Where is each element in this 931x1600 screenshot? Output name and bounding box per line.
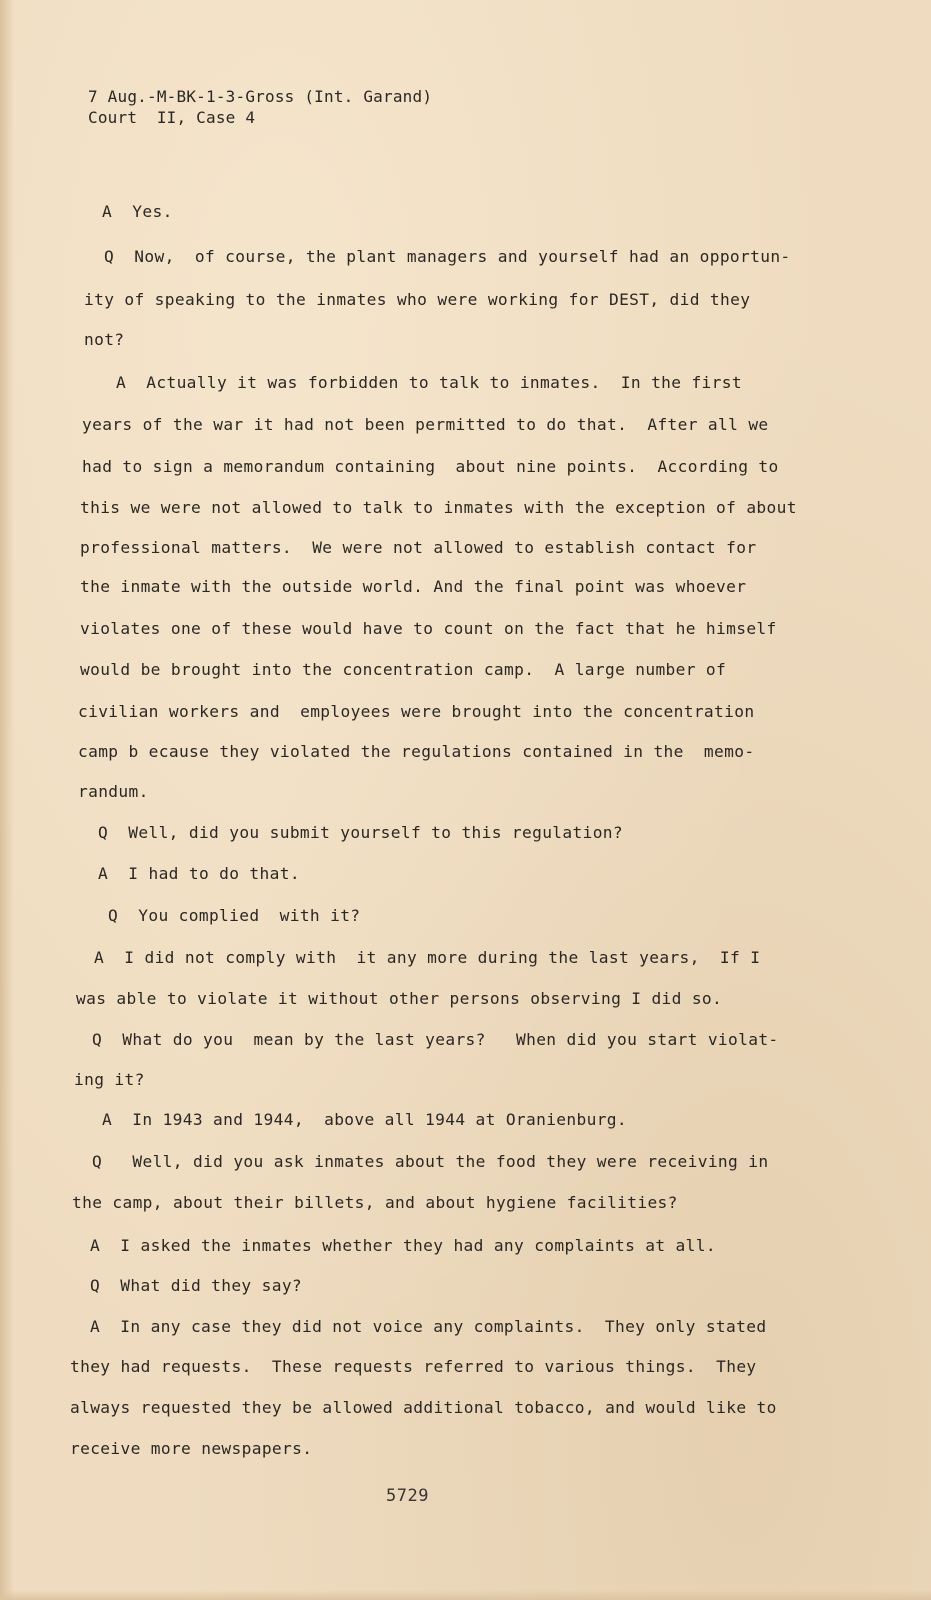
transcript-line: Q What did they say? bbox=[90, 1276, 303, 1295]
transcript-line: Q Well, did you submit yourself to this regulation? bbox=[98, 823, 623, 842]
transcript-line: the inmate with the outside world. And the final point was whoever bbox=[80, 577, 747, 596]
transcript-line: A In any case they did not voice any complaints. They only stated bbox=[90, 1317, 767, 1336]
transcript-line: Q Now, of course, the plant managers and yourself had an opportun- bbox=[104, 247, 791, 266]
transcript-line: camp b ecause they violated the regulations contained in the memo- bbox=[78, 742, 755, 761]
transcript-line: Q Well, did you ask inmates about the food they were receiving in bbox=[92, 1152, 769, 1171]
transcript-line: would be brought into the concentration camp. A large number of bbox=[80, 660, 727, 679]
page-edge-shadow bbox=[0, 0, 14, 1600]
transcript-line: A I did not comply with it any more during the last years, If I bbox=[94, 948, 761, 967]
transcript-line: ing it? bbox=[74, 1070, 145, 1089]
transcript-line: violates one of these would have to count on the fact that he himself bbox=[80, 619, 777, 638]
transcript-line: A Yes. bbox=[102, 202, 173, 221]
transcript-line: A I had to do that. bbox=[98, 864, 300, 883]
transcript-line: Q You complied with it? bbox=[108, 906, 361, 925]
header-reference-line: 7 Aug.-M-BK-1-3-Gross (Int. Garand) bbox=[88, 87, 433, 106]
page-number: 5729 bbox=[386, 1486, 429, 1506]
document-header bbox=[88, 86, 432, 128]
transcript-line: civilian workers and employees were brought into the concentration bbox=[78, 702, 755, 721]
transcript-line: this we were not allowed to talk to inmates with the exception of about bbox=[80, 498, 797, 517]
transcript-line: ity of speaking to the inmates who were working for DEST, did they bbox=[84, 290, 751, 309]
transcript-line: had to sign a memorandum containing about nine points. According to bbox=[82, 457, 779, 476]
transcript-line: they had requests. These requests referred to various things. They bbox=[70, 1357, 757, 1376]
transcript-line: A Actually it was forbidden to talk to inmates. In the first bbox=[116, 373, 742, 392]
transcript-line: was able to violate it without other persons observing I did so. bbox=[76, 989, 723, 1008]
transcript-line: always requested they be allowed additional tobacco, and would like to bbox=[70, 1398, 777, 1417]
transcript-line: years of the war it had not been permitted to do that. After all we bbox=[82, 415, 769, 434]
transcript-line: randum. bbox=[78, 782, 149, 801]
transcript-line: the camp, about their billets, and about hygiene facilities? bbox=[72, 1193, 678, 1212]
transcript-line: not? bbox=[84, 330, 125, 349]
transcript-line: A In 1943 and 1944, above all 1944 at Oranienburg. bbox=[102, 1110, 627, 1129]
header-court-line: Court II, Case 4 bbox=[88, 108, 256, 127]
transcript-line: professional matters. We were not allowed to establish contact for bbox=[80, 538, 757, 557]
transcript-line: Q What do you mean by the last years? When did you start violat- bbox=[92, 1030, 779, 1049]
transcript-line: receive more newspapers. bbox=[70, 1439, 313, 1458]
transcript-line: A I asked the inmates whether they had any complaints at all. bbox=[90, 1236, 716, 1255]
page-bottom-shadow bbox=[0, 1590, 931, 1600]
